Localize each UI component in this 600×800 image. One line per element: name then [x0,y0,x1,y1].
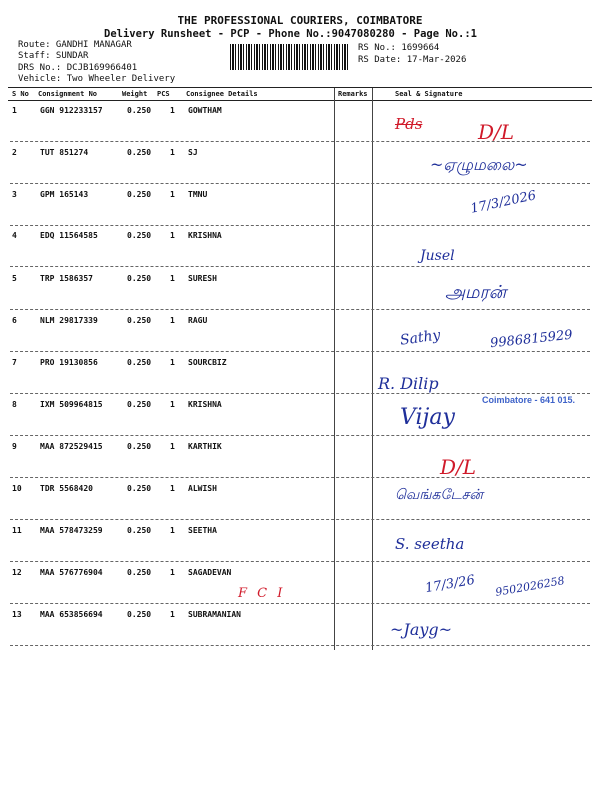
row-pcs: 1 [170,568,175,577]
row-sno: 5 [12,274,17,283]
col-remarks: Remarks [338,90,368,98]
row-pcs: 1 [170,190,175,199]
address-stamp-7: Coimbatore - 641 015. [482,395,576,405]
table-row [10,352,590,394]
row-consignment-no: GGN 912233157 [40,106,103,115]
row-weight: 0.250 [127,106,152,115]
row-pcs: 1 [170,148,175,157]
staff-label: Staff: SUNDAR [18,51,89,61]
row-consignee: SURESH [188,274,217,283]
route-label: Route: GANDHI MANAGAR [18,40,132,50]
row-weight: 0.250 [127,526,152,535]
col-consignment: Consignment No [38,90,98,98]
row-pcs: 1 [170,274,175,283]
row-consignee: TMNU [188,190,208,199]
row-sno: 7 [12,358,17,367]
signature-4: Jusel [420,248,455,264]
struck-signature-1: Pds [395,115,423,133]
table-row [10,604,590,646]
row-consignee: ALWISH [188,484,217,493]
row-pcs: 1 [170,231,175,240]
row-weight: 0.250 [127,442,152,451]
row-weight: 0.250 [127,316,152,325]
row-weight: 0.250 [127,274,152,283]
row-sno: 10 [12,484,22,493]
dl-mark-1: D/L [478,120,515,144]
row-consignee: GOWTHAM [188,106,222,115]
col-pcs: PCS [157,90,170,98]
col-weight: Weight [122,90,148,98]
row-consignee: SJ [188,148,198,157]
row-sno: 4 [12,231,17,240]
company-title: THE PROFESSIONAL COURIERS, COIMBATORE [177,14,423,27]
row-consignee: SOURCBIZ [188,358,227,367]
row-consignment-no: MAA 653856694 [40,610,103,619]
dl-mark-9: D/L [440,455,477,479]
signature-13: ~Jayg~ [390,620,453,639]
row-consignee: KRISHNA [188,231,222,240]
col-seal-signature: Seal & Signature [395,90,463,98]
row-pcs: 1 [170,526,175,535]
row-weight: 0.250 [127,358,152,367]
row-consignee: RAGU [188,316,208,325]
row-pcs: 1 [170,442,175,451]
row-pcs: 1 [170,316,175,325]
table-row [10,478,590,520]
row-sno: 13 [12,610,22,619]
row-consignee: SUBRAMANIAN [188,610,241,619]
barcode [230,44,350,70]
vehicle-label: Vehicle: Two Wheeler Delivery [18,74,176,84]
row-consignment-no: MAA 872529415 [40,442,103,451]
row-consignment-no: PRO 19130856 [40,358,98,367]
col-sno: S No [12,90,29,98]
row-weight: 0.250 [127,190,152,199]
row-consignment-no: MAA 576776904 [40,568,103,577]
table-row [10,436,590,478]
row-consignment-no: EDQ 11564585 [40,231,98,240]
table-row [10,520,590,562]
row-weight: 0.250 [127,568,152,577]
phone-mark-12: 9502026258 [494,574,566,599]
signature-8: Vijay [400,405,455,430]
row-sno: 12 [12,568,22,577]
row-sno: 2 [12,148,17,157]
row-sno: 8 [12,400,17,409]
row-consignment-no: TUT 851274 [40,148,89,157]
row-consignment-no: TRP 1586357 [40,274,93,283]
row-consignment-no: GPM 165143 [40,190,89,199]
row-sno: 9 [12,442,17,451]
signature-11: S. seetha [395,535,465,553]
row-weight: 0.250 [127,231,152,240]
signature-2: ~ஏழுமலை~ [430,155,528,174]
signature-6: Sathy [399,327,442,349]
row-consignment-no: TDR 5568420 [40,484,93,493]
col-consignee: Consignee Details [186,90,258,98]
row-consignee: SEETHA [188,526,217,535]
row-consignee: KRISHNA [188,400,222,409]
row-consignee: SAGADEVAN [188,568,232,577]
row-consignment-no: MAA 578473259 [40,526,103,535]
row-weight: 0.250 [127,484,152,493]
runsheet-subtitle: Delivery Runsheet - PCP - Phone No.:9047080280 - Page No.:1 [104,28,477,40]
row-pcs: 1 [170,610,175,619]
row-consignee: KARTHIK [188,442,222,451]
date-mark-12: 17/3/26 [424,572,477,597]
rs-date: RS Date: 17-Mar-2026 [358,55,467,65]
header-top-rule [8,87,592,88]
row-divider [10,265,590,267]
drs-number: DRS No.: DCJB169966401 [18,63,138,73]
row-sno: 6 [12,316,17,325]
row-weight: 0.250 [127,148,152,157]
phone-mark-6: 9986815929 [489,327,574,352]
row-sno: 3 [12,190,17,199]
row-sno: 11 [12,526,22,535]
row-sno: 1 [12,106,17,115]
table-row [10,225,590,267]
signature-10: வெங்கடேசன் [395,487,483,503]
row-consignment-no: IXM 509964815 [40,400,103,409]
row-weight: 0.250 [127,610,152,619]
signature-5: அமரன் [445,282,507,303]
rs-number: RS No.: 1699664 [358,43,440,53]
row-pcs: 1 [170,484,175,493]
row-pcs: 1 [170,400,175,409]
row-pcs: 1 [170,358,175,367]
row-weight: 0.250 [127,400,152,409]
date-mark-3: 17/3/2026 [469,188,538,217]
fci-mark: F C I [238,586,286,601]
row-pcs: 1 [170,106,175,115]
signature-7: R. Dilip [378,374,439,393]
row-divider [10,644,590,646]
row-consignment-no: NLM 29817339 [40,316,98,325]
